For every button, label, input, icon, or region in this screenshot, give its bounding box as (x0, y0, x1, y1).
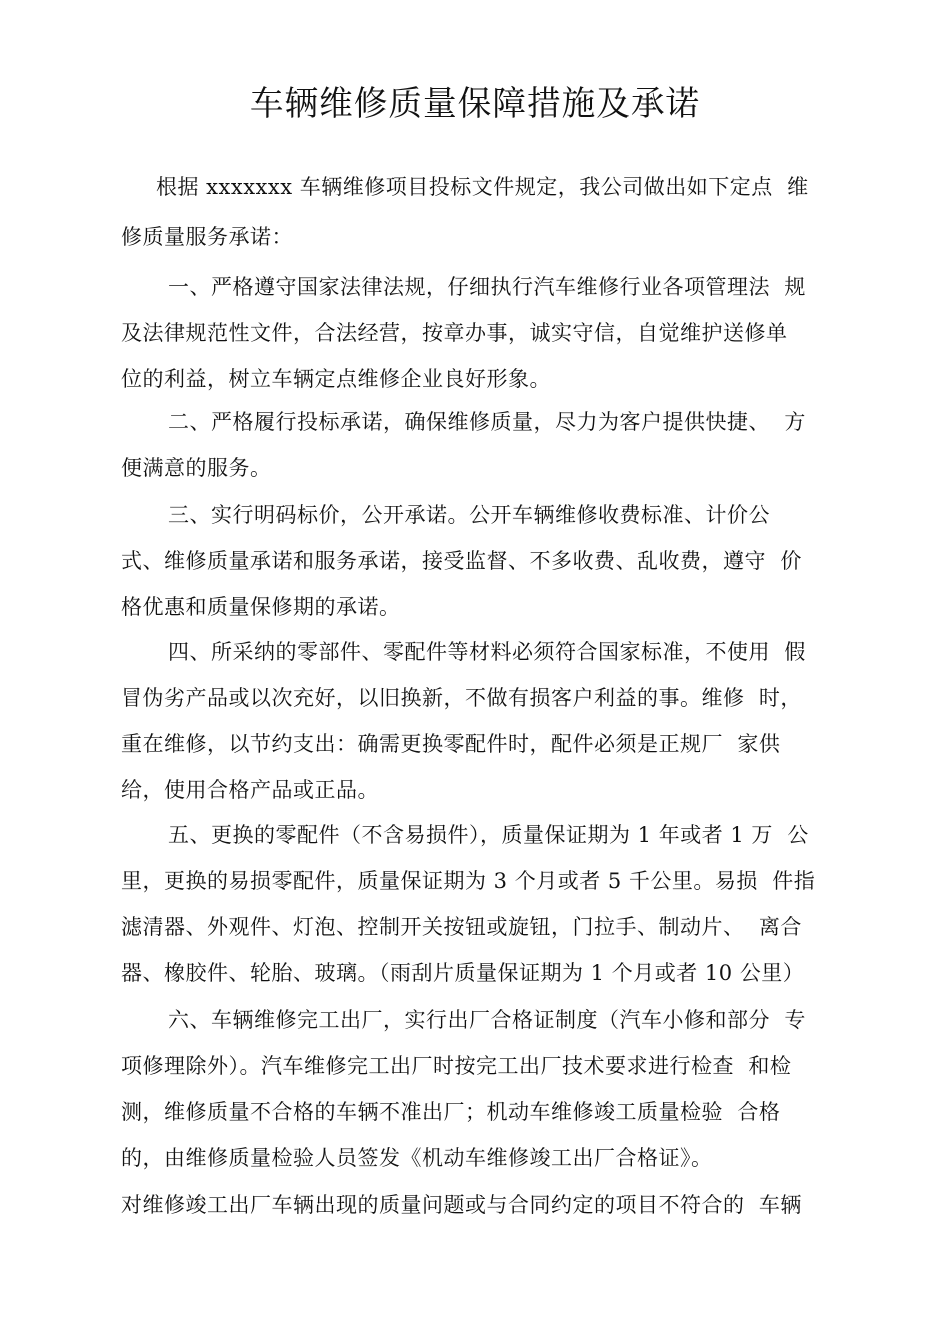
paragraph-line: 根据 xxxxxxx 车辆维修项目投标文件规定，我公司做出如下定点 维 (156, 175, 809, 199)
paragraph-line: 的，由维修质量检验人员签发《机动车维修竣工出厂合格证》。 (121, 1146, 713, 1170)
paragraph-line: 位的利益，树立车辆定点维修企业良好形象。 (121, 367, 551, 391)
paragraph-line: 给，使用合格产品或正品。 (121, 778, 379, 802)
paragraph-line: 便满意的服务。 (121, 456, 272, 480)
paragraph-line: 对维修竣工出厂车辆出现的质量问题或与合同约定的项目不符合的 车辆 (121, 1193, 802, 1217)
paragraph-line: 重在维修，以节约支出：确需更换零配件时，配件必须是正规厂 家供 (121, 732, 781, 756)
paragraph-line: 滤清器、外观件、灯泡、控制开关按钮或旋钮，门拉手、制动片、 离合 (121, 915, 802, 939)
paragraph-line: 二、严格履行投标承诺，确保维修质量，尽力为客户提供快捷、 方 (168, 410, 806, 434)
paragraph-line: 冒伪劣产品或以次充好，以旧换新，不做有损客户利益的事。维修 时， (121, 686, 802, 710)
paragraph-line: 五、更换的零配件（不含易损件），质量保证期为 1 年或者 1 万 公 (168, 823, 809, 847)
paragraph-line: 里，更换的易损零配件，质量保证期为 3 个月或者 5 千公里。易损 件指 (121, 869, 816, 893)
paragraph-line: 四、所采纳的零部件、零配件等材料必须符合国家标准，不使用 假 (168, 640, 806, 664)
paragraph-line: 六、车辆维修完工出厂，实行出厂合格证制度（汽车小修和部分 专 (168, 1008, 806, 1032)
paragraph-line: 测，维修质量不合格的车辆不准出厂；机动车维修竣工质量检验 合格 (121, 1100, 781, 1124)
paragraph-line: 及法律规范性文件，合法经营，按章办事，诚实守信，自觉维护送修单 (121, 321, 788, 345)
paragraph-line: 式、维修质量承诺和服务承诺，接受监督、不多收费、乱收费，遵守 价 (121, 549, 802, 573)
paragraph-line: 格优惠和质量保修期的承诺。 (121, 595, 401, 619)
paragraph-line: 三、实行明码标价，公开承诺。公开车辆维修收费标准、计价公 (168, 503, 770, 527)
paragraph-line: 一、严格遵守国家法律法规，仔细执行汽车维修行业各项管理法 规 (168, 275, 806, 299)
paragraph-line: 修质量服务承诺： (121, 225, 293, 249)
document-title: 车辆维修质量保障措施及承诺 (249, 84, 701, 124)
paragraph-line: 器、橡胶件、轮胎、玻璃。（雨刮片质量保证期为 1 个月或者 10 公里） (121, 961, 805, 985)
paragraph-line: 项修理除外）。汽车维修完工出厂时按完工出厂技术要求进行检查 和检 (121, 1054, 792, 1078)
